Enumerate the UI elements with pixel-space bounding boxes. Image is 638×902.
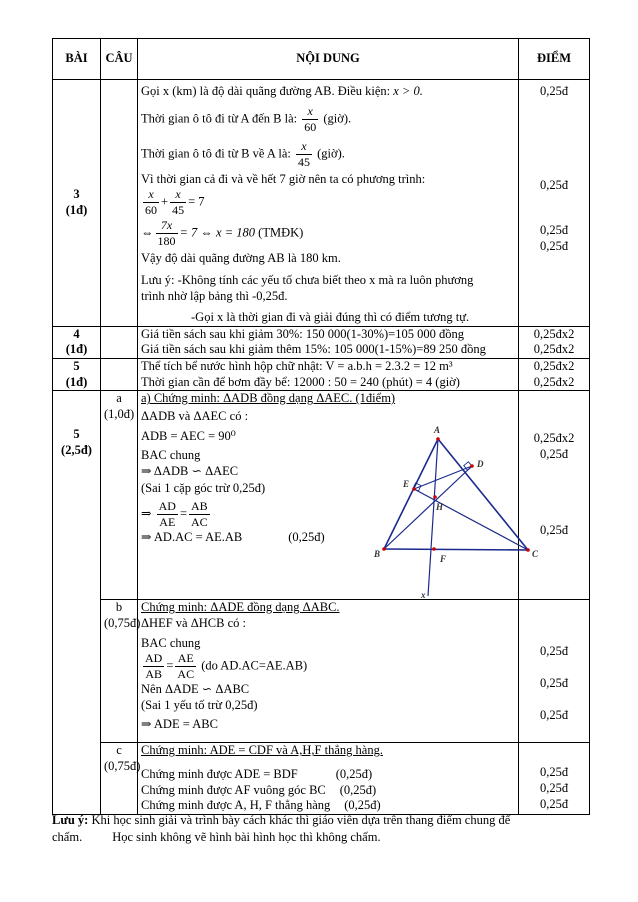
cau-points: (1,0đ) <box>104 406 135 421</box>
ray-ax <box>428 439 438 596</box>
label-f: F <box>440 554 447 565</box>
diem-value: 0,25đ <box>539 765 569 780</box>
cau-b-content <box>138 600 519 743</box>
diem-value: 0,25đ <box>539 707 569 722</box>
row-bai-5-geometry-b <box>53 600 590 743</box>
header-bai: BÀI <box>53 39 101 80</box>
diem-value: 0,25đ <box>539 238 569 253</box>
triangle-figure <box>370 421 550 601</box>
cau-a-ratio: ⇒ $\frac{AD}{AE}$ = $\frac{AB}{AC}$ <box>141 499 208 529</box>
cau-a-line-2: ADB = AEC = 90⁰ <box>141 428 236 443</box>
cau-b-line-1: ΔHEF và ΔHCB có : <box>141 615 246 630</box>
point-a <box>436 437 440 441</box>
bai-points: (1đ) <box>65 374 88 389</box>
diem-value: 0,25đ <box>539 675 569 690</box>
label-b: B <box>374 549 381 560</box>
b3-equation-2: ⇔ $\frac{7x}{180}$ = 7 ⇔ x = 180 (TMĐK) <box>141 218 304 249</box>
label-x: x <box>421 590 426 601</box>
diem-value: 0,25đ <box>539 644 569 659</box>
b3-line-5: Vậy độ dài quãng đường AB là 180 km. <box>141 251 341 266</box>
diem-value: 0,25đx2 <box>533 359 575 373</box>
cau-a-line-1: ΔADB và ΔAEC có : <box>141 408 249 423</box>
footnote-label: Lưu ý: <box>52 813 89 827</box>
label-e: E <box>403 479 410 490</box>
row-bai-5-geometry-c <box>53 743 590 815</box>
cau-a-line-6: ⇒ AD.AC = AE.AB (0,25đ) <box>141 530 325 544</box>
cau-a-line-5: (Sai 1 cặp góc trừ 0,25đ) <box>141 481 266 496</box>
bai-5-volume-content <box>138 359 519 391</box>
bai-points: (1đ) <box>65 202 88 217</box>
cau-b-diem <box>519 600 590 743</box>
diem-value: 0,25đx2 <box>533 431 575 446</box>
diem-value: 0,25đx2 <box>533 374 575 389</box>
row-bai-3 <box>53 80 590 327</box>
bai-3-cell <box>53 80 101 327</box>
cau-b-ratio: $\frac{AD}{AB}$ = $\frac{AE}{AC}$ (do AD.AC=AE.AB) <box>145 651 308 682</box>
row-bai-5-volume <box>53 359 590 391</box>
b3-line-4: Vì thời gian cả đi và về hết 7 giờ nên ta có phương trình: <box>141 171 426 186</box>
b3-line-7: trình nhờ lập bảng thì -0,25đ. <box>141 288 288 303</box>
side-bc <box>384 549 528 550</box>
b5a-line-2: Thời gian cần để bơm đầy bể: 12000 : 50 = 240 (phút) = 4 (giờ) <box>141 374 460 389</box>
cau-b-line-2: BAC chung <box>141 635 201 650</box>
bai-5-cell <box>53 359 101 391</box>
cau-points: (0,75đ) <box>104 758 141 773</box>
footnote-line-2: chấm. Học sinh không vẽ hình bài hình học thì không chấm. <box>52 829 381 844</box>
b3-line-1: Gọi x (km) là độ dài quãng đường AB. Điều kiện: x > 0. <box>141 84 423 98</box>
cau-c-line-1: Chứng minh được ADE = BDF (0,25đ) <box>141 766 373 781</box>
diem-value: 0,25đ <box>539 446 569 461</box>
point-d <box>470 464 474 468</box>
label-a: A <box>434 425 441 436</box>
row-bai-4 <box>53 326 590 358</box>
point-e <box>412 487 416 491</box>
bai-3-diem <box>519 80 590 327</box>
cau-b-line-5: ⇒ ADE = ABC <box>141 717 218 732</box>
side-ac <box>438 439 528 550</box>
bai-4-cell <box>53 326 101 358</box>
bai-number: 3 <box>73 187 80 202</box>
cau-cell-empty <box>101 326 138 358</box>
bai-number: 5 <box>73 359 80 373</box>
bai-number: 4 <box>73 326 80 341</box>
b4-line-1: Giá tiền sách sau khi giảm 30%: 150 000(1-30%)=105 000 đồng <box>141 326 464 341</box>
b3-line-8: -Gọi x là thời gian đi và giải đúng thì có điểm tương tự. <box>191 310 470 325</box>
diem-value: 0,25đ <box>539 780 569 795</box>
cau-c-cell <box>101 743 141 815</box>
b3-equation-1: $\frac{x}{60}$ + $\frac{x}{45}$ = 7 <box>145 187 205 218</box>
cau-b-line-3: Nên ΔADE ∽ ΔABC <box>141 682 250 697</box>
cau-c-diem <box>519 743 590 815</box>
header-row <box>53 39 590 80</box>
diem-value: 0,25đ <box>539 522 569 537</box>
bai-points: (2,5đ) <box>61 442 92 457</box>
b3-line-6: Lưu ý: -Không tính các yếu tố chưa biết theo x mà ra luôn phương <box>141 272 474 287</box>
cau-b-title: Chứng minh: ΔADE đồng dạng ΔABC. <box>141 600 340 615</box>
b5a-line-1: Thể tích bể nước hình hộp chữ nhật: V = a.b.h = 2.3.2 = 12 m³ <box>141 359 453 373</box>
bai-number: 5 <box>73 427 80 442</box>
point-c <box>526 548 530 552</box>
b4-line-2: Giá tiền sách sau khi giảm thêm 15%: 105 000(1-15%)=89 250 đồng <box>141 342 486 357</box>
cau-a-title: a) Chứng minh: ΔADB đồng dạng ΔAEC. (1điểm) <box>141 391 396 406</box>
row-bai-5-geometry-a <box>53 391 590 600</box>
header-noi-dung: NỘI DUNG <box>138 39 519 80</box>
diem-value: 0,25đ <box>539 84 569 98</box>
b3-line-3: Thời gian ô tô đi từ B về A là: $\frac{x}{45}$ (giờ). <box>141 138 345 169</box>
point-h <box>433 495 437 499</box>
label-c: C <box>532 549 539 560</box>
cau-a-line-3: BAC chung <box>141 448 201 463</box>
point-b <box>382 547 386 551</box>
cau-c-content <box>138 743 519 815</box>
footnote <box>52 812 592 846</box>
diem-value: 0,25đ <box>539 177 569 192</box>
bai-3-content <box>138 80 519 327</box>
bai-points: (1đ) <box>65 342 88 357</box>
diem-value: 0,25đ <box>539 796 569 811</box>
diem-value: 0,25đ <box>539 223 569 238</box>
bai-5-geometry-cell <box>53 391 101 815</box>
bai-5-volume-diem <box>519 359 590 391</box>
altitude-bd <box>384 466 472 549</box>
cau-c-line-3: Chứng minh được A, H, F thẳng hàng (0,25đ) <box>141 798 381 813</box>
grading-table <box>52 38 590 815</box>
b3-line-2: Thời gian ô tô đi từ A đến B là: $\frac{x}{60}$ (giờ). <box>141 103 352 134</box>
diem-value: 0,25đx2 <box>533 342 575 357</box>
cau-a-content <box>138 391 539 601</box>
cau-cell-empty <box>101 359 138 391</box>
cau-a-line-4: ⇒ ΔADB ∽ ΔAEC <box>141 463 239 478</box>
cau-b-line-4: (Sai 1 yếu tố trừ 0,25đ) <box>141 697 258 712</box>
cau-c-line-2: Chứng minh được AF vuông góc BC (0,25đ) <box>141 782 377 797</box>
bai-4-content <box>138 326 519 358</box>
diem-value: 0,25đx2 <box>533 326 575 341</box>
point-f <box>432 547 436 551</box>
bai-4-diem <box>519 326 590 358</box>
label-h: H <box>436 502 444 513</box>
cau-c-title: Chứng minh: ADE = CDF và A,H,F thẳng hàng. <box>141 743 383 758</box>
cau-b-cell <box>101 600 141 743</box>
cau-letter: b <box>115 600 123 615</box>
label-d: D <box>477 459 484 470</box>
cau-letter: c <box>116 743 122 758</box>
footnote-line-1: Lưu ý: Khi học sinh giải và trình bày cách khác thì giáo viên dựa trên thang điểm chung để <box>52 813 511 827</box>
header-cau: CÂU <box>101 39 138 80</box>
cau-points: (0,75đ) <box>104 615 141 630</box>
cau-letter: a <box>116 391 122 406</box>
cau-a-cell <box>101 391 138 600</box>
side-ab <box>384 439 438 549</box>
cau-cell-empty <box>101 80 138 327</box>
header-diem: ĐIỂM <box>519 39 590 80</box>
